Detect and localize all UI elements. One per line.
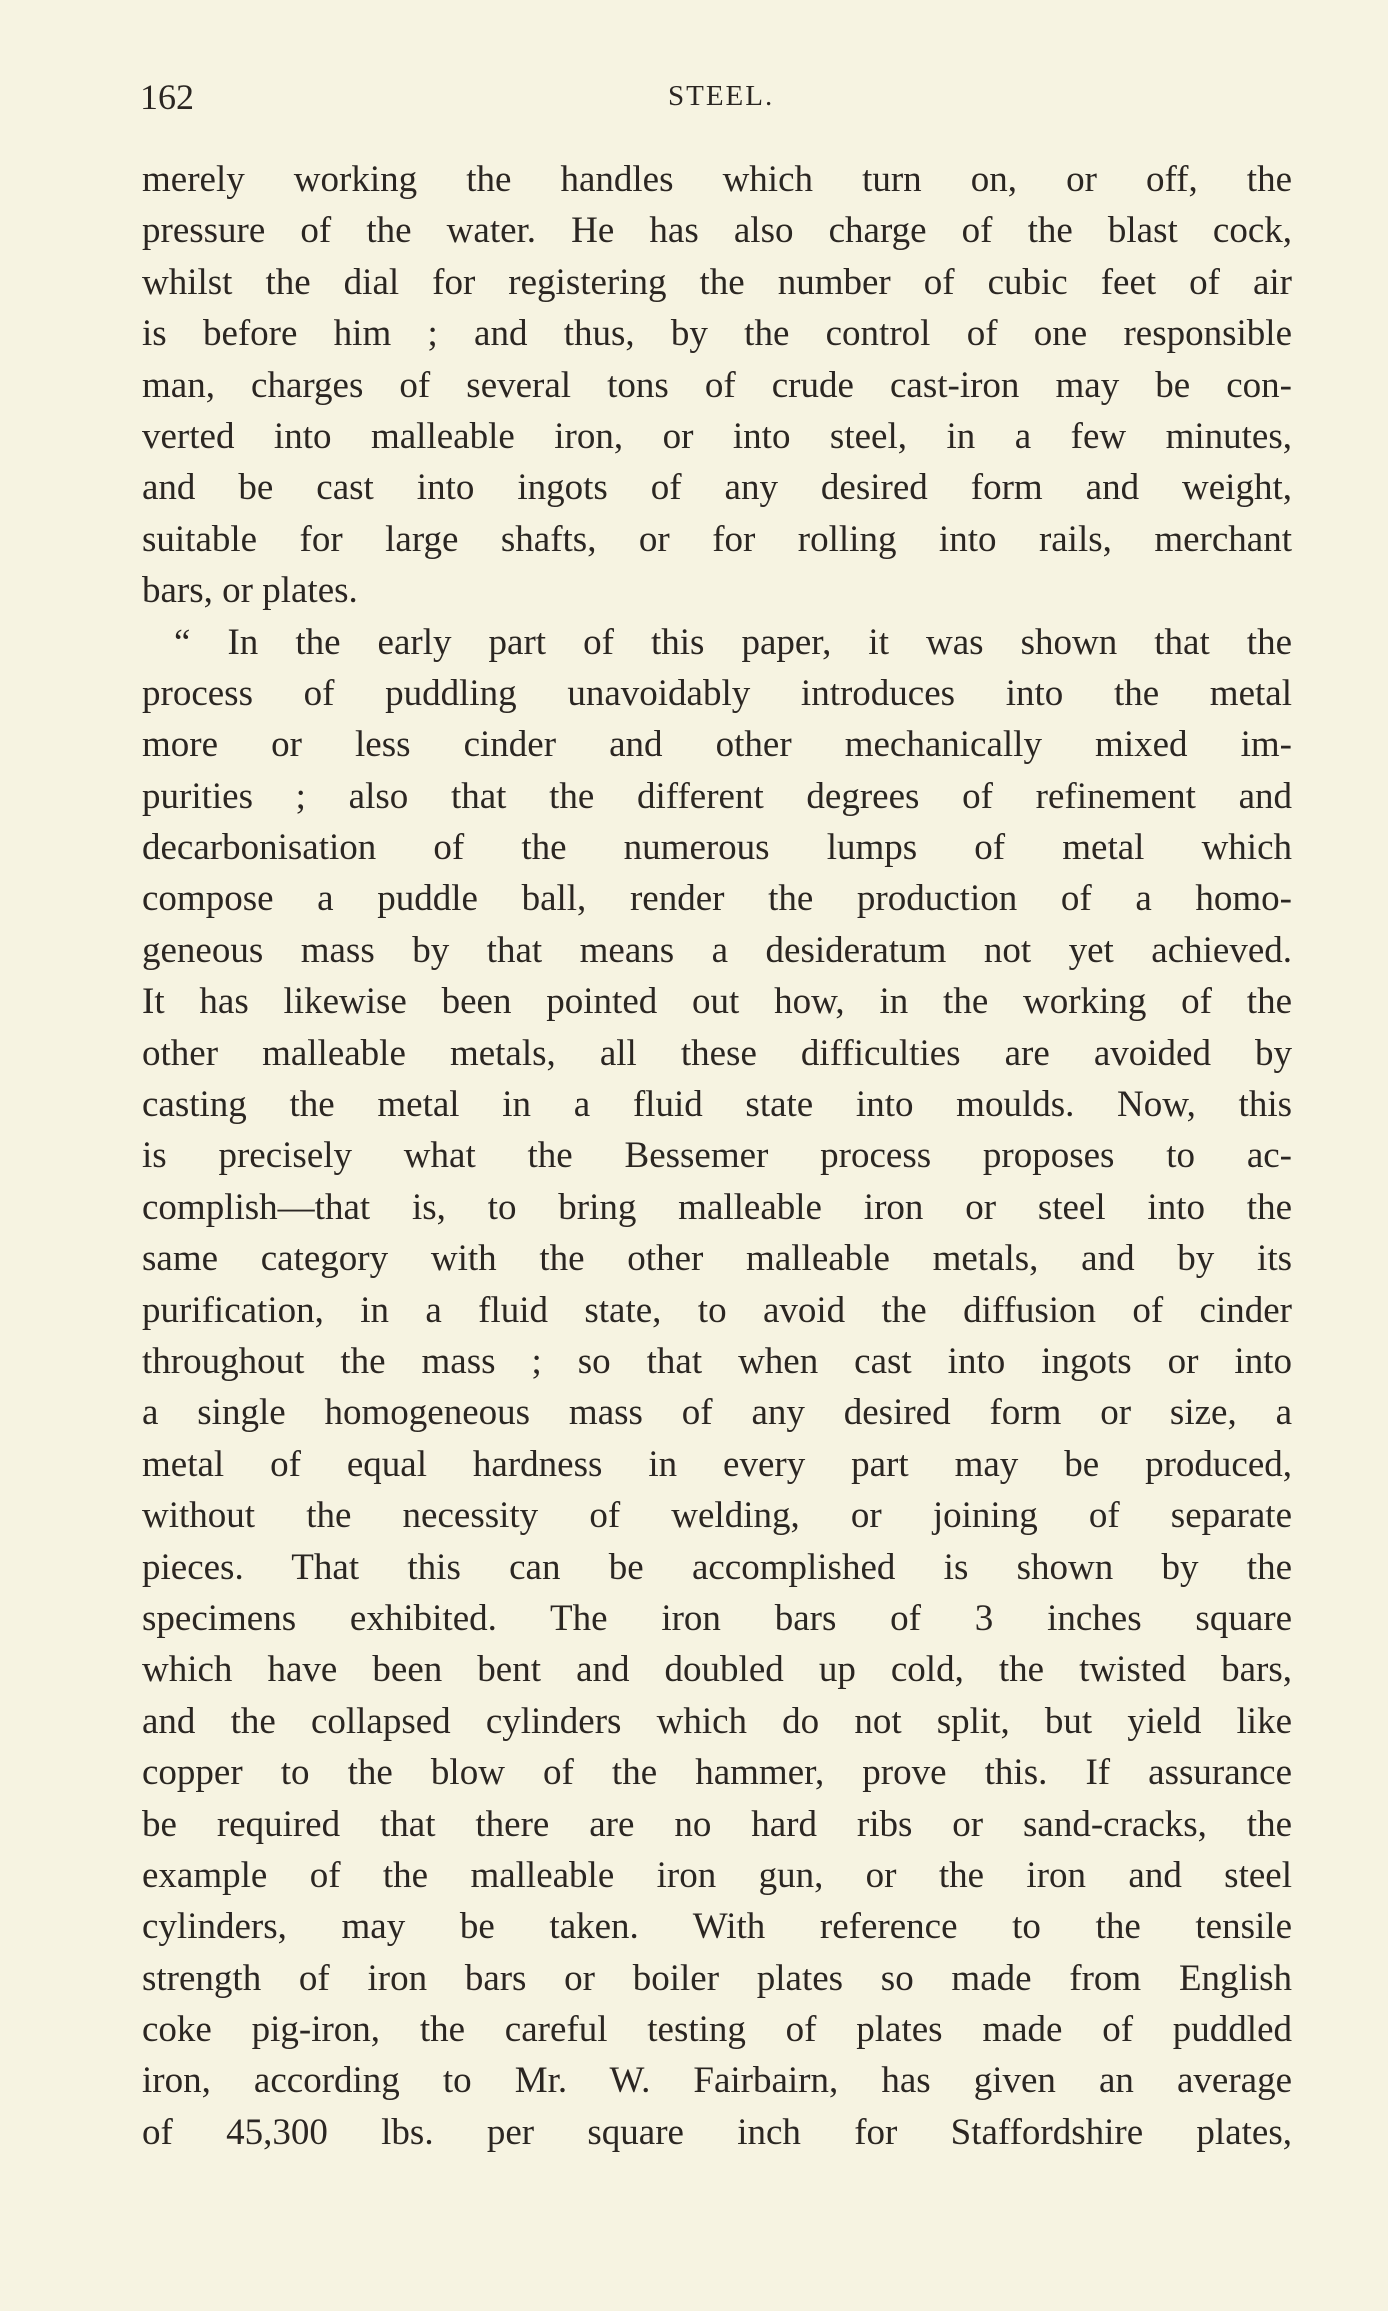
text-line: process of puddling unavoidably introduces into the metal xyxy=(142,672,1292,714)
text-line: example of the malleable iron gun, or the iron and steel xyxy=(142,1854,1292,1896)
text-line: iron, according to Mr. W. Fairbairn, has given an average xyxy=(142,2060,1292,2102)
text-line: specimens exhibited. The iron bars of 3 inches square xyxy=(142,1597,1292,1639)
text-line: “ In the early part of this paper, it was shown that the xyxy=(174,621,1292,663)
text-line: geneous mass by that means a desideratum not yet achieved. xyxy=(142,929,1292,971)
text-line: suitable for large shafts, or for rolling into rails, merchant xyxy=(142,518,1292,560)
text-line: decarbonisation of the numerous lumps of metal which xyxy=(142,827,1292,869)
text-line: whilst the dial for registering the number of cubic feet of air xyxy=(142,261,1292,303)
text-line: is precisely what the Bessemer process proposes to ac- xyxy=(142,1135,1292,1177)
text-line: pieces. That this can be accomplished is shown by the xyxy=(142,1546,1292,1588)
text-line: strength of iron bars or boiler plates so made from English xyxy=(142,1957,1292,1999)
text-line: be required that there are no hard ribs or sand-cracks, the xyxy=(142,1803,1292,1845)
text-line: verted into malleable iron, or into steel, in a few minutes, xyxy=(142,415,1292,457)
text-line: coke pig-iron, the careful testing of plates made of puddled xyxy=(142,2009,1292,2051)
text-line: merely working the handles which turn on, or off, the xyxy=(142,159,1292,200)
text-line: metal of equal hardness in every part may be produced, xyxy=(142,1443,1292,1485)
text-line: a single homogeneous mass of any desired form or size, a xyxy=(142,1392,1292,1434)
text-line: copper to the blow of the hammer, prove this. If assurance xyxy=(142,1752,1292,1794)
text-line: casting the metal in a fluid state into moulds. Now, this xyxy=(142,1084,1292,1126)
text-line: other malleable metals, all these difficulties are avoided by xyxy=(142,1032,1292,1074)
text-line: which have been bent and doubled up cold, the twisted bars, xyxy=(142,1649,1292,1691)
body-text xyxy=(142,154,1292,2158)
text-line: purities ; also that the different degrees of refinement and xyxy=(142,775,1292,817)
text-line: is before him ; and thus, by the control of one responsible xyxy=(142,313,1292,355)
text-line: more or less cinder and other mechanically mixed im- xyxy=(142,724,1292,766)
text-line: pressure of the water. He has also charge of the blast cock, xyxy=(142,210,1292,252)
text-line: of 45,300 lbs. per square inch for Staffordshire plates, xyxy=(142,2111,1292,2153)
text-line: cylinders, may be taken. With reference to the tensile xyxy=(142,1906,1292,1948)
text-line: and be cast into ingots of any desired form and weight, xyxy=(142,467,1292,509)
text-line: bars, or plates. xyxy=(142,570,358,612)
text-line: compose a puddle ball, render the production of a homo- xyxy=(142,878,1292,920)
text-line: without the necessity of welding, or joining of separate xyxy=(142,1495,1292,1537)
text-line: same category with the other malleable metals, and by its xyxy=(142,1238,1292,1280)
running-title: STEEL. xyxy=(668,80,775,112)
text-line: and the collapsed cylinders which do not split, but yield like xyxy=(142,1700,1292,1742)
text-line: It has likewise been pointed out how, in the working of the xyxy=(142,981,1292,1023)
text-line: throughout the mass ; so that when cast into ingots or into xyxy=(142,1340,1292,1382)
text-line: man, charges of several tons of crude cast-iron may be con- xyxy=(142,364,1292,406)
page-number: 162 xyxy=(140,77,194,117)
text-line: complish—that is, to bring malleable iron or steel into the xyxy=(142,1186,1292,1228)
text-line: purification, in a fluid state, to avoid the diffusion of cinder xyxy=(142,1289,1292,1331)
